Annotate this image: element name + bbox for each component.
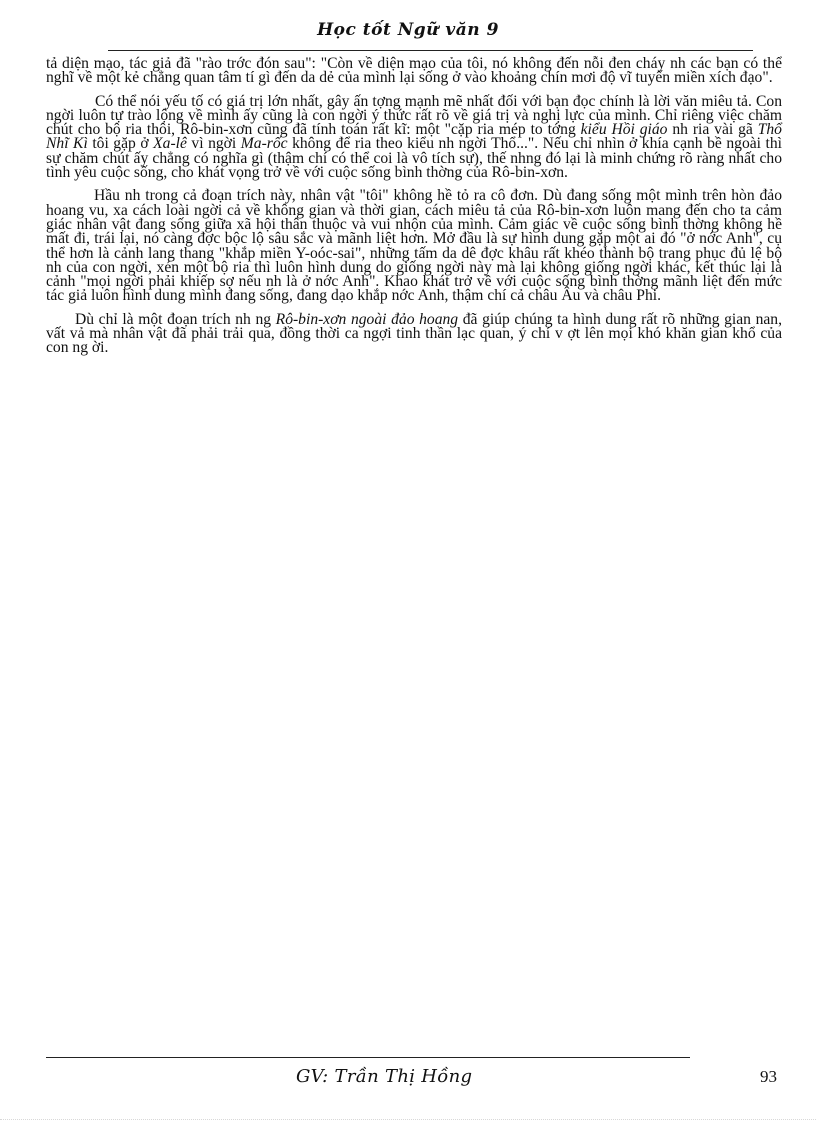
- paragraph-2-italic-4: Ma-rốc: [240, 135, 288, 153]
- paragraph-4: [46, 310, 782, 357]
- paragraph-4-text-b: đã giúp chúng ta hình dung rất rõ những gian nan, vất vả mà nhân vật đã phải trải qua, đồng thời ca ngợi tinh thần lạc quan, ý chí v ợt lên mọi khó khăn gian khổ của con ng ời.: [46, 310, 782, 357]
- paragraph-2-italic-3: Xa-lê: [153, 135, 187, 153]
- page-bottom-edge: [0, 1119, 816, 1120]
- body-text: [46, 57, 782, 356]
- paragraph-2-italic-2: Thổ Nhĩ Kì: [46, 121, 782, 153]
- paragraph-2-text-c: tôi gặp ở: [87, 135, 154, 153]
- paragraph-2-text-d: vì ngời: [186, 135, 241, 153]
- paragraph-2-text-b: nh ria vài gã: [667, 121, 758, 139]
- paragraph-3: Hầu nh trong cả đoạn trích này, nhân vật "tôi" không hề tỏ ra cô đơn. Dù đang sống một mình trên hòn đảo hoang vu, xa cách loài ngời cả về không gian và thời gian, cách miêu tả của Rô-bin-xơn luôn mang đến cho ta cảm giác nhân vật đang sống giữa xã hội thân thuộc và vui nhộn của mình. Cảm giác về cuộc sống bình thờng không hề mất đi, trái lại, nó càng đợc bộc lộ sâu sắc và mãnh liệt hơn. Mở đầu là sự hình dung gặp một ai đó "ở nớc Anh", cụ thể hơn là cảnh lang thang "khắp miền Y-oóc-sai", những tấm da dê đợc khâu rất khéo thành bộ trang phục đủ lệ bộ nh của con ngời, xén một bộ ria thì luôn hình dung do giống ngời này mà lại không giống ngời khác, kết thúc lại là cảnh "mọi ngời phải khiếp sợ nếu nh là ở nớc Anh". Khao khát trở về với cuộc sống bình thờng mãnh liệt đến mức tác giả luôn hình dung mình đang sống, đang dạo khắp nớc Anh, thậm chí cả châu Âu và châu Phi.: [46, 187, 782, 305]
- page-number: 93: [760, 1067, 777, 1086]
- paragraph-2-text-a: Có thể nói yếu tố có giá trị lớn nhất, gây ấn tợng mạnh mẽ nhất đối với bạn đọc chính là lời văn miêu tả. Con ngời luôn tự trào lộng về mình ấy cũng là con ngời ý thức rất rõ về giá trị và nghị lực của mình. Chỉ riêng việc chăm chút cho bộ ria thôi, Rô-bin-xơn cũng đã tính toán rất kĩ: một "cặp ria mép to tớng: [46, 92, 782, 139]
- paragraph-1: tả diện mạo, tác giả đã "rào trớc đón sau": "Còn về diện mạo của tôi, nó không đến nỗi đen cháy nh các bạn có thể nghĩ về một kẻ chẳng quan tâm tí gì đến da dẻ của mình lại sống ở vào khoảng chín mơi độ vĩ tuyến miền xích đạo".: [46, 55, 782, 87]
- paragraph-2: [46, 92, 782, 182]
- paragraph-4-italic-1: Rô-bin-xơn ngoài đảo hoang: [275, 310, 459, 328]
- paragraph-4-text-a: Dù chỉ là một đoạn trích nh ng: [75, 310, 276, 328]
- page-header-title: Học tốt Ngữ văn 9: [317, 20, 499, 40]
- header-divider: [108, 50, 753, 51]
- footer-divider: [46, 1057, 690, 1058]
- footer-author: GV: Trần Thị Hồng: [296, 1066, 473, 1087]
- paragraph-2-text-e: không để ria theo kiểu nh ngời Thổ...". Nếu chỉ nhìn ở khía cạnh bề ngoài thì sự chăm chút ấy chẳng có nghĩa gì (thậm chí có thể coi là vô tích sự), thế nhng đó lại là minh chứng rõ ràng nhất cho tình yêu cuộc sống, cho khát vọng trở về với cuộc sống bình thờng của Rô-bin-xơn.: [46, 135, 782, 182]
- paragraph-2-italic-1: kiểu Hồi giáo: [580, 121, 668, 139]
